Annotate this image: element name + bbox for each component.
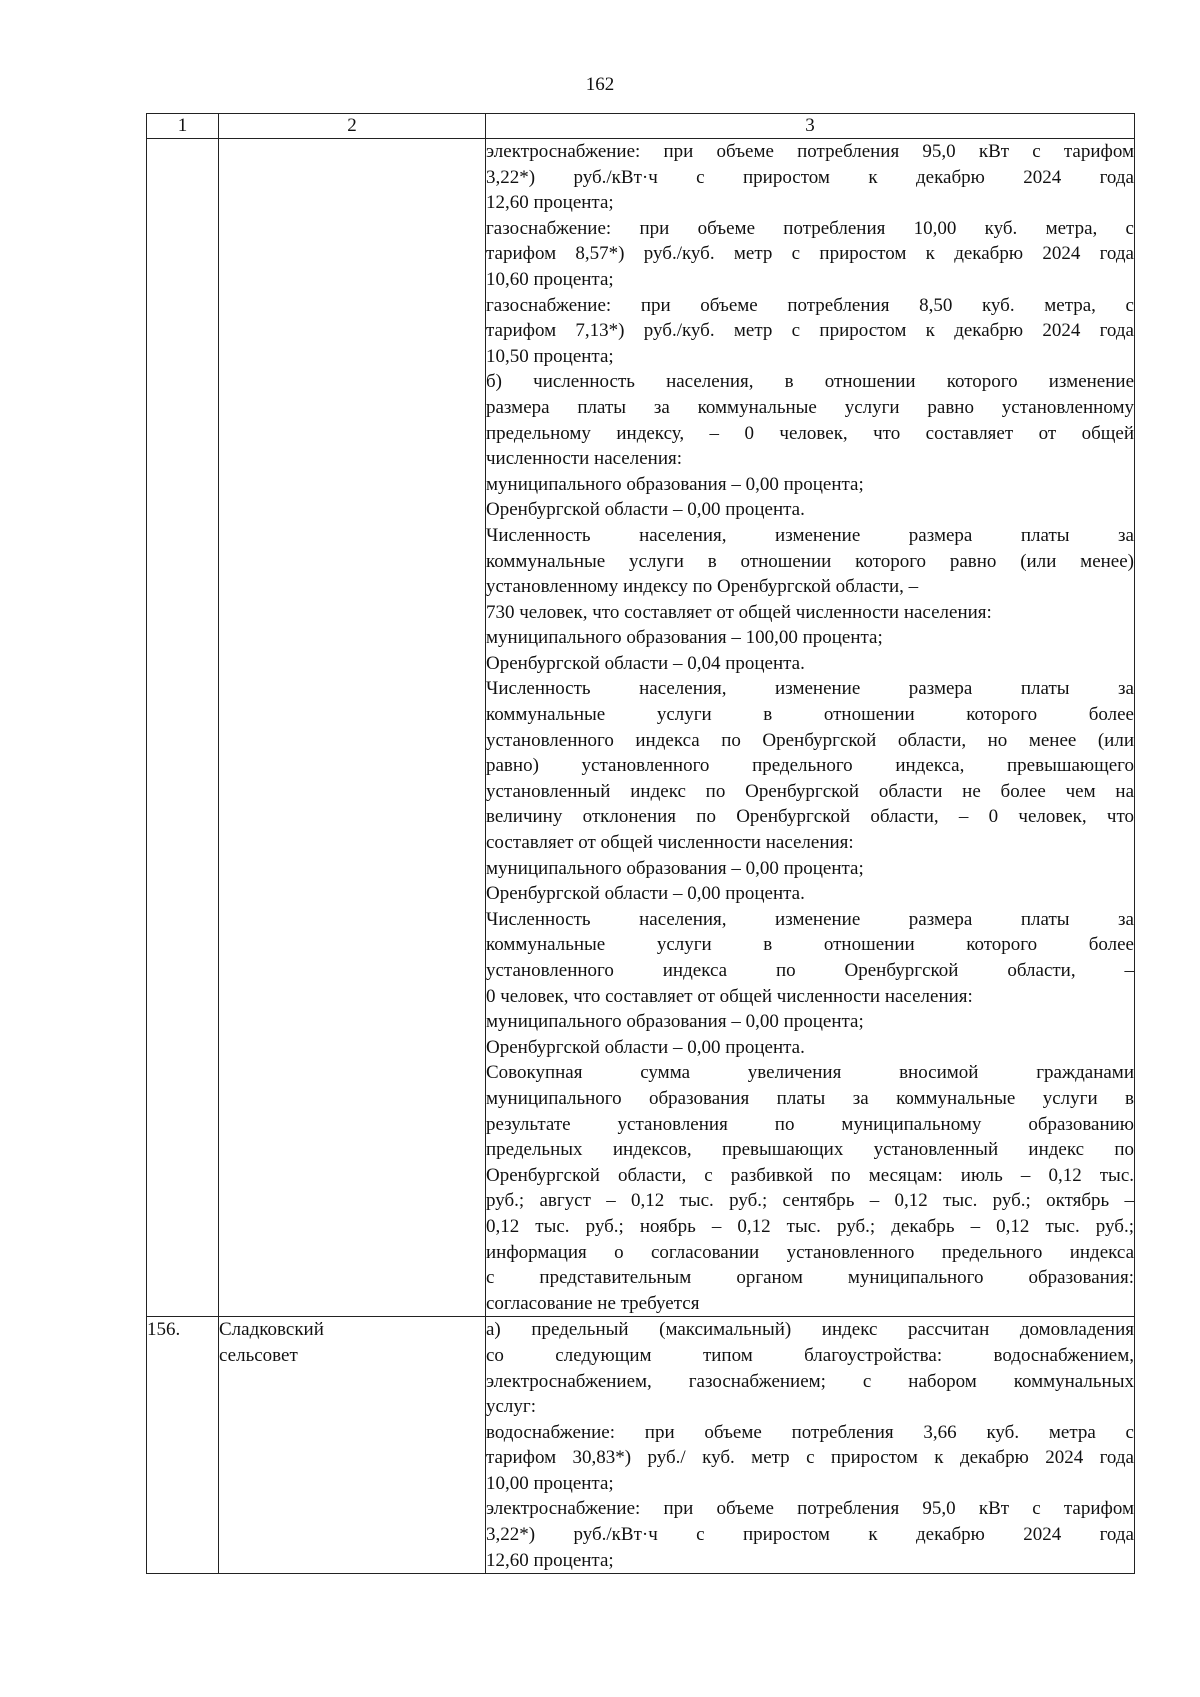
description-line: водоснабжение: при объеме потребления 3,66 куб. метра с [486, 1421, 1134, 1443]
description-line: 10,60 процента; [486, 268, 614, 290]
description-line: информация о согласовании установленного предельного индекса [486, 1241, 1134, 1263]
description-line: Численность населения, изменение размера платы за [486, 524, 1134, 546]
description-line: предельному индексу, – 0 человек, что составляет от общей [486, 422, 1134, 444]
municipality-name-line: Сладковский [219, 1319, 324, 1341]
description-line: услуг: [486, 1396, 536, 1418]
description-line: величину отклонения по Оренбургской области, – 0 человек, что [486, 806, 1134, 828]
description-line: согласование не требуется [486, 1292, 700, 1314]
description-line: Оренбургской области – 0,00 процента. [486, 1036, 805, 1058]
description-line: газоснабжение: при объеме потребления 8,50 куб. метра, с [486, 294, 1134, 316]
description-line: Оренбургской области – 0,00 процента. [486, 883, 805, 905]
description-line: равно) установленного предельного индекса, превышающего [486, 755, 1134, 777]
description-line: а) предельный (максимальный) индекс рассчитан домовладения [486, 1319, 1134, 1341]
header-col-2: 2 [219, 114, 486, 139]
description-line: Численность населения, изменение размера платы за [486, 908, 1134, 930]
description-line: муниципального образования платы за коммунальные услуги в [486, 1087, 1134, 1109]
description-line: 12,60 процента; [486, 1549, 614, 1571]
description-line: установленному индексу по Оренбургской области, – [486, 576, 919, 598]
description-line: тарифом 30,83*) руб./ куб. метр с приростом к декабрю 2024 года [486, 1447, 1134, 1469]
description-line: муниципального образования – 0,00 процента; [486, 473, 864, 495]
description-line: установленного индекса по Оренбургской области, – [486, 960, 1134, 981]
description-line: тарифом 7,13*) руб./куб. метр с приростом к декабрю 2024 года [486, 320, 1134, 342]
description-line: численности населения: [486, 448, 683, 470]
description-line: 12,60 процента; [486, 192, 614, 214]
description-line: газоснабжение: при объеме потребления 10,00 куб. метра, с [486, 217, 1134, 239]
description-line: установленного индекса по Оренбургской области, но менее (или [486, 729, 1134, 751]
description-line: муниципального образования – 0,00 процента; [486, 857, 864, 879]
description-line: руб.; август – 0,12 тыс. руб.; сентябрь – 0,12 тыс. руб.; октябрь – [486, 1190, 1134, 1212]
row-description [486, 1317, 1135, 1574]
row-municipality [219, 139, 486, 1317]
description-line: Совокупная сумма увеличения вносимой гражданами [486, 1062, 1134, 1084]
table-row [147, 139, 1135, 1317]
description-line: составляет от общей численности населения: [486, 832, 854, 854]
description-line: 730 человек, что составляет от общей численности населения: [486, 601, 992, 623]
description-line: Оренбургской области – 0,04 процента. [486, 652, 805, 674]
description-line: Оренбургской области – 0,00 процента. [486, 499, 805, 521]
description-line: тарифом 8,57*) руб./куб. метр с приростом к декабрю 2024 года [486, 243, 1134, 265]
municipality-name-line: сельсовет [219, 1344, 298, 1366]
description-line: предельных индексов, превышающих установленный индекс по [486, 1139, 1134, 1161]
description-line: с представительным органом муниципального образования: [486, 1267, 1134, 1289]
description-line: электроснабжение: при объеме потребления 95,0 кВт с тарифом [486, 141, 1134, 162]
description-line: 3,22*) руб./кВт·ч с приростом к декабрю 2024 года [486, 166, 1134, 188]
description-line: размера платы за коммунальные услуги равно установленному [486, 396, 1134, 418]
description-line: установленный индекс по Оренбургской области не более чем на [486, 780, 1134, 802]
description-line: коммунальные услуги в отношении которого более [486, 704, 1134, 726]
row-number [147, 139, 219, 1317]
description-line: электроснабжение: при объеме потребления 95,0 кВт с тарифом [486, 1498, 1134, 1520]
description-line: муниципального образования – 0,00 процента; [486, 1011, 864, 1033]
description-line: коммунальные услуги в отношении которого равно (или менее) [486, 550, 1134, 572]
description-line: электроснабжением, газоснабжением; с набором коммунальных [486, 1370, 1134, 1392]
description-line: 0 человек, что составляет от общей численности населения: [486, 985, 973, 1007]
description-line: 10,00 процента; [486, 1472, 614, 1494]
description-line: 0,12 тыс. руб.; ноябрь – 0,12 тыс. руб.; декабрь – 0,12 тыс. руб.; [486, 1215, 1134, 1237]
description-line: 10,50 процента; [486, 345, 614, 367]
data-table [146, 113, 1135, 1574]
row-description [486, 139, 1135, 1317]
row-number: 156. [147, 1317, 219, 1574]
description-line: б) численность населения, в отношении которого изменение [486, 371, 1134, 393]
description-line: муниципального образования – 100,00 процента; [486, 627, 883, 649]
page-number: 162 [585, 74, 615, 95]
description-line: со следующим типом благоустройства: водоснабжением, [486, 1344, 1134, 1366]
description-line: Численность населения, изменение размера платы за [486, 678, 1134, 700]
description-line: 3,22*) руб./кВт·ч с приростом к декабрю 2024 года [486, 1524, 1134, 1546]
row-municipality [219, 1317, 486, 1574]
header-col-1: 1 [147, 114, 219, 139]
description-line: Оренбургской области, с разбивкой по месяцам: июль – 0,12 тыс. [486, 1164, 1134, 1186]
table-header-row [147, 114, 1135, 139]
description-line: коммунальные услуги в отношении которого более [486, 934, 1134, 956]
header-col-3: 3 [486, 114, 1135, 139]
description-line: результате установления по муниципальному образованию [486, 1113, 1134, 1135]
table-row [147, 1317, 1135, 1574]
